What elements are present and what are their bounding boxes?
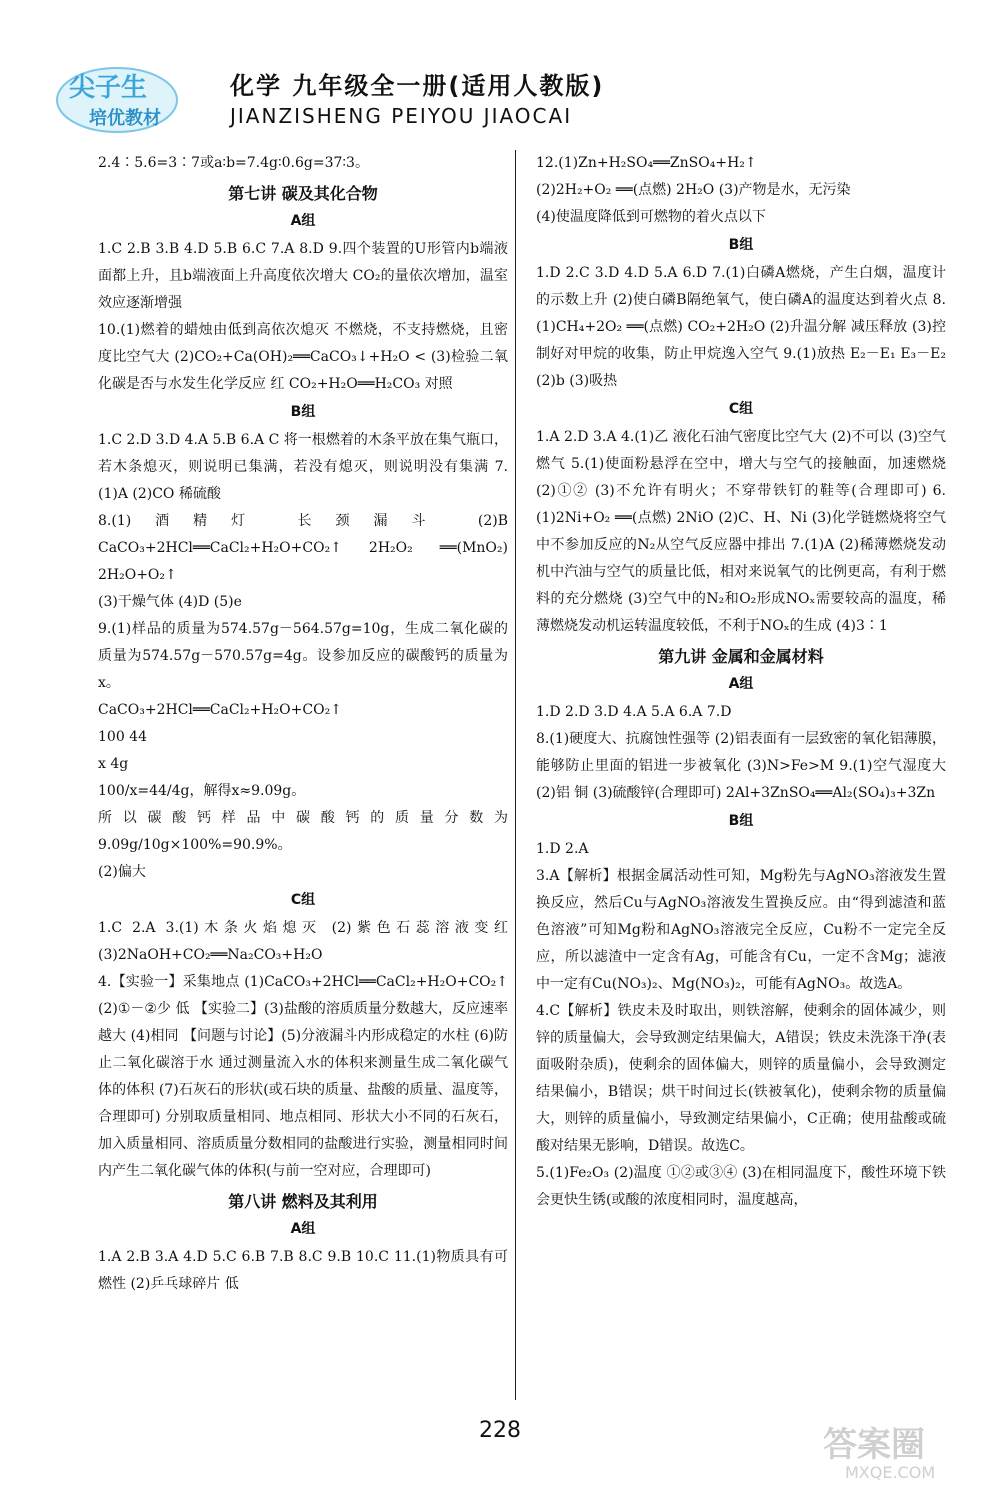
answer-paragraph: 1.C 2.A 3.(1)木条火焰熄灭 (2)紫色石蕊溶液变红 (3)2NaOH+CO₂══Na₂CO₃+H₂O [98, 920, 508, 963]
page-header [0, 0, 1000, 150]
group-heading: B组 [290, 404, 316, 420]
answer-paragraph: 3.A【解析】根据金属活动性可知，Mg粉先与AgNO₃溶液发生置换反应，然后Cu与AgNO₃溶液发生置换反应。由“得到滤渣和蓝色溶液”可知Mg粉和AgNO₃溶液完全反应，Cu粉不一定完全反应，所以滤渣中一定含有Ag，可能含有Cu，一定不含Mg；滤液中一定有Cu(NO₃)₂、Mg(NO₃)₂，可能有AgNO₃。故选A。 [536, 868, 946, 992]
answer-paragraph: 1.D 2.D 3.D 4.A 5.A 6.A 7.D [536, 704, 732, 720]
answer-paragraph: (4)使温度降低到可燃物的着火点以下 [536, 209, 766, 225]
logo-icon [55, 62, 235, 134]
answer-paragraph: 1.A 2.D 3.A 4.(1)乙 液化石油气密度比空气大 (2)不可以 (3)空气 燃气 5.(1)使面粉悬浮在空中，增大与空气的接触面，加速燃烧 (2)①② (3)不允许有明火；不穿带铁钉的鞋等(合理即可) 6.(1)2Ni+O₂ ══(点燃) 2NiO (2)C、H、Ni (3)化学链燃烧将空气中不参加反应的N₂从空气反应器中排出 7.(1)A (2)稀薄燃烧发动机中汽油与空气的质量比低，相对来说氧气的比例更高，有利于燃料的充分燃烧 (3)空气中的N₂和O₂形成NOₓ需要较高的温度，稀薄燃烧发动机运转温度较低，不利于NOₓ的生成 (4)3∶1 [536, 429, 946, 634]
answer-paragraph: x 4g [98, 756, 129, 772]
answer-paragraph: 10.(1)燃着的蜡烛由低到高依次熄灭 不燃烧，不支持燃烧，且密度比空气大 (2)CO₂+Ca(OH)₂══CaCO₃↓+H₂O < (3)检验二氧化碳是否与水发生化学反应 红 CO₂+H₂O══H₂CO₃ 对照 [98, 322, 508, 392]
group-heading: C组 [290, 892, 316, 908]
svg-text:答案圈: 答案圈 [823, 1425, 925, 1465]
section-heading: 第九讲 金属和金属材料 [658, 647, 824, 666]
answer-paragraph: 12.(1)Zn+H₂SO₄══ZnSO₄+H₂↑ [536, 155, 757, 171]
answer-paragraph: (2)偏大 [98, 864, 146, 880]
answer-paragraph: 9.(1)样品的质量为574.57g－564.57g=10g，生成二氧化碳的质量为574.57g－570.57g=4g。设参加反应的碳酸钙的质量为x。 [98, 621, 508, 691]
svg-text:尖子生: 尖子生 [69, 73, 148, 103]
answer-paragraph: 5.(1)Fe₂O₃ (2)温度 ①②或③④ (3)在相同温度下，酸性环境下铁会更快生锈(或酸的浓度相同时，温度越高， [536, 1165, 946, 1208]
answer-paragraph: 8.(1)酒精灯 长颈漏斗 (2)B CaCO₃+2HCl══CaCl₂+H₂O+CO₂↑ 2H₂O₂ ══(MnO₂) 2H₂O+O₂↑ [98, 513, 508, 583]
column-divider [515, 150, 516, 1400]
svg-text:培优教材: 培优教材 [89, 108, 161, 129]
answer-paragraph: 1.D 2.A [536, 841, 589, 857]
left-column [98, 150, 508, 1298]
answer-paragraph: 4.C【解析】铁皮未及时取出，则铁溶解，使剩余的固体减少，则锌的质量偏大，会导致测定结果偏大，A错误；铁皮未洗涤干净(表面吸附杂质)，使剩余的固体偏大，则锌的质量偏小，会导致测定结果偏小，B错误；烘干时间过长(铁被氧化)，使剩余物的质量偏大，则锌的质量偏小，导致测定结果偏小，C正确；使用盐酸或硫酸对结果无影响，D错误。故选C。 [536, 1003, 946, 1154]
page-number: 228 [479, 1418, 521, 1443]
section-heading: 第七讲 碳及其化合物 [228, 184, 378, 203]
answer-paragraph: 1.C 2.B 3.B 4.D 5.B 6.C 7.A 8.D 9.四个装置的U形管内b端液面都上升，且b端液面上升高度依次增大 CO₂的量依次增加，温室效应逐渐增强 [98, 241, 508, 311]
group-heading: C组 [728, 401, 754, 417]
answer-paragraph: CaCO₃+2HCl══CaCl₂+H₂O+CO₂↑ [98, 702, 342, 718]
group-heading: A组 [290, 213, 316, 229]
watermark-logo-icon [815, 1418, 985, 1482]
svg-text:MXQE.COM: MXQE.COM [845, 1463, 936, 1482]
section-heading: 第八讲 燃料及其利用 [228, 1192, 378, 1211]
group-heading: B组 [728, 813, 754, 829]
answer-paragraph: (3)干燥气体 (4)D (5)e [98, 594, 242, 610]
answer-paragraph: 1.D 2.C 3.D 4.D 5.A 6.D 7.(1)白磷A燃烧，产生白烟，温度计的示数上升 (2)使白磷B隔绝氧气，使白磷A的温度达到着火点 8.(1)CH₄+2O₂ ══(点燃) CO₂+2H₂O (2)升温分解 减压释放 (3)控制好对甲烷的收集，防止甲烷逸入空气 9.(1)放热 E₂－E₁ E₃－E₂ (2)b (3)吸热 [536, 265, 946, 389]
answer-paragraph: 100 44 [98, 729, 147, 745]
group-heading: A组 [728, 676, 754, 692]
answer-paragraph: 8.(1)硬度大、抗腐蚀性强等 (2)铝表面有一层致密的氧化铝薄膜，能够防止里面的铝进一步被氧化 (3)N>Fe>M 9.(1)空气湿度大 (2)铝 铜 (3)硫酸锌(合理即可) 2Al+3ZnSO₄══Al₂(SO₄)₃+3Zn [536, 731, 946, 801]
answer-paragraph: 100/x=44/4g，解得x≈9.09g。 [98, 783, 306, 799]
answer-paragraph: 1.A 2.B 3.A 4.D 5.C 6.B 7.B 8.C 9.B 10.C 11.(1)物质具有可燃性 (2)乒乓球碎片 低 [98, 1249, 508, 1292]
book-subtitle: JIANZISHENG PEIYOU JIAOCAI [230, 104, 573, 128]
answer-paragraph: 1.C 2.D 3.D 4.A 5.B 6.A C 将一根燃着的木条平放在集气瓶口，若木条熄灭，则说明已集满，若没有熄灭，则说明没有集满 7.(1)A (2)CO 稀硫酸 [98, 432, 508, 502]
answer-paragraph: 2.4∶5.6=3∶7或a∶b=7.4g∶0.6g=37∶3。 [98, 155, 369, 171]
answer-paragraph: (2)2H₂+O₂ ══(点燃) 2H₂O (3)产物是水，无污染 [536, 182, 851, 198]
answer-paragraph: 4.【实验一】采集地点 (1)CaCO₃+2HCl══CaCl₂+H₂O+CO₂↑ (2)①－②少 低 【实验二】(3)盐酸的溶质质量分数越大，反应速率越大 (4)相同 【问题与讨论】(5)分液漏斗内形成稳定的水柱 (6)防止二氧化碳溶于水 通过测量流入水的体积来测量生成二氧化碳气体的体积 (7)石灰石的形状(或石块的质量、盐酸的质量、温度等，合理即可) 分别取质量相同、地点相同、形状大小不同的石灰石，加入质量相同、溶质质量分数相同的盐酸进行实验，测量相同时间内产生二氧化碳气体的体积(与前一空对应，合理即可) [98, 974, 508, 1179]
book-title: 化学 九年级全一册(适用人教版) [230, 72, 605, 100]
group-heading: B组 [728, 237, 754, 253]
right-column [536, 150, 946, 1214]
answer-paragraph: 所以碳酸钙样品中碳酸钙的质量分数为9.09g/10g×100%=90.9%。 [98, 810, 508, 853]
group-heading: A组 [290, 1221, 316, 1237]
